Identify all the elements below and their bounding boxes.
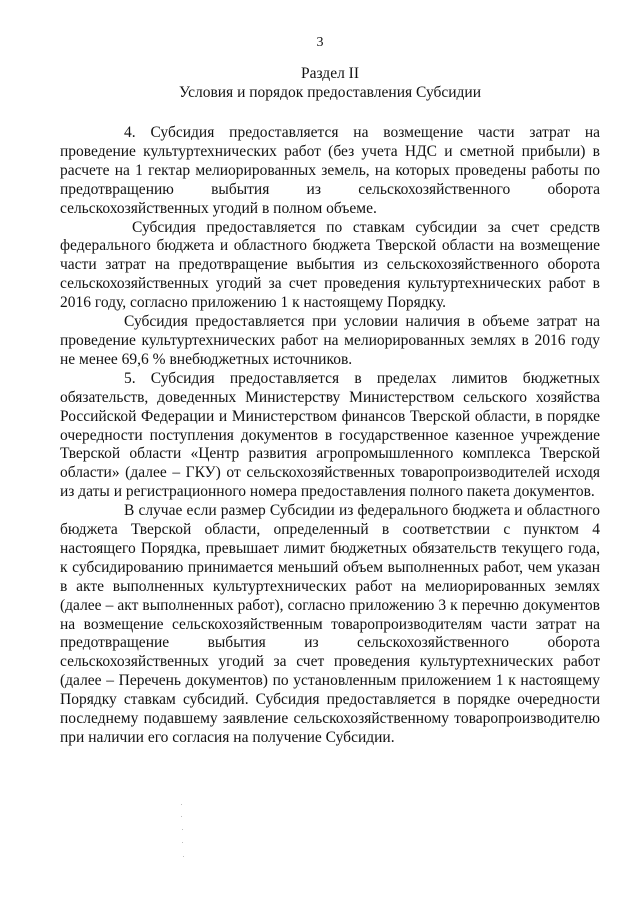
paragraph-limit-exceeded: В случае если размер Субсидии из федерального бюджета и областного бюджета Тверской области, определенный в соответствии с пунктом 4 настоящего Порядка, превышает лимит бюджетных обязательств текущего года, к субсидированию принимается меньший объем выполненных работ, чем указан в акте выполненных культуртехнических работ на мелиорированных землях (далее – акт выполненных работ), согласно приложению 3 к перечню документов на возмещение сельскохозяйственным товаропроизводителям части затрат на предотвращение выбытия из сельскохозяйственного оборота сельскохозяйственных угодий за счет проведения культуртехнических работ (далее – Перечень документов) по установленным приложением 1 к настоящему Порядку ставкам субсидий. Субсидия предоставляется в порядке очередности последнему подавшему заявление сельскохозяйственному товаропроизводителю при наличии его согласия на получение Субсидии. [60,502,600,746]
paragraph-subsidy-rates: Субсидия предоставляется по ставкам субсидии за счет средств федерального бюджета и областного бюджета Тверской области на возмещение части затрат на предотвращение выбытия из сельскохозяйственного оборота сельскохозяйственных угодий за счет проведения культуртехнических работ в 2016 году, согласно приложению 1 к настоящему Порядку. [60,218,600,312]
scan-speck [182,842,183,843]
paragraph-item-5: 5. Субсидия предоставляется в пределах лимитов бюджетных обязательств, доведенных Министерству Министерством сельского хозяйства Российской Федерации и Министерством финансов Тверской области, в порядке очередности поступления документов в государственное казенное учреждение Тверской области «Центр развития агропромышленного комплекса Тверской области» (далее – ГКУ) от сельскохозяйственных товаропроизводителей исходя из даты и регистрационного номера предоставления полного пакета документов. [60,369,600,501]
page-number: 3 [316,35,324,50]
body-text [60,124,600,748]
scan-speck [182,829,183,830]
scan-speck [183,856,184,857]
scan-speck [181,816,182,817]
paragraph-item-4: 4. Субсидия предоставляется на возмещение части затрат на проведение культуртехнических работ (без учета НДС и сметной прибыли) в расчете на 1 гектар мелиорированных земель, на которых проведены работы по предотвращению выбытия из сельскохозяйственного оборота сельскохозяйственных угодий в полном объеме. [60,124,600,217]
paragraph-subsidy-condition: Субсидия предоставляется при условии наличия в объеме затрат на проведение культуртехнических работ на мелиорированных землях в 2016 году не менее 69,6 % внебюджетных источников. [60,313,600,368]
section-title: Раздел II [300,65,360,82]
section-heading [60,64,600,102]
scan-speck [181,804,182,805]
section-subtitle: Условия и порядок предоставления Субсидии [178,84,482,101]
